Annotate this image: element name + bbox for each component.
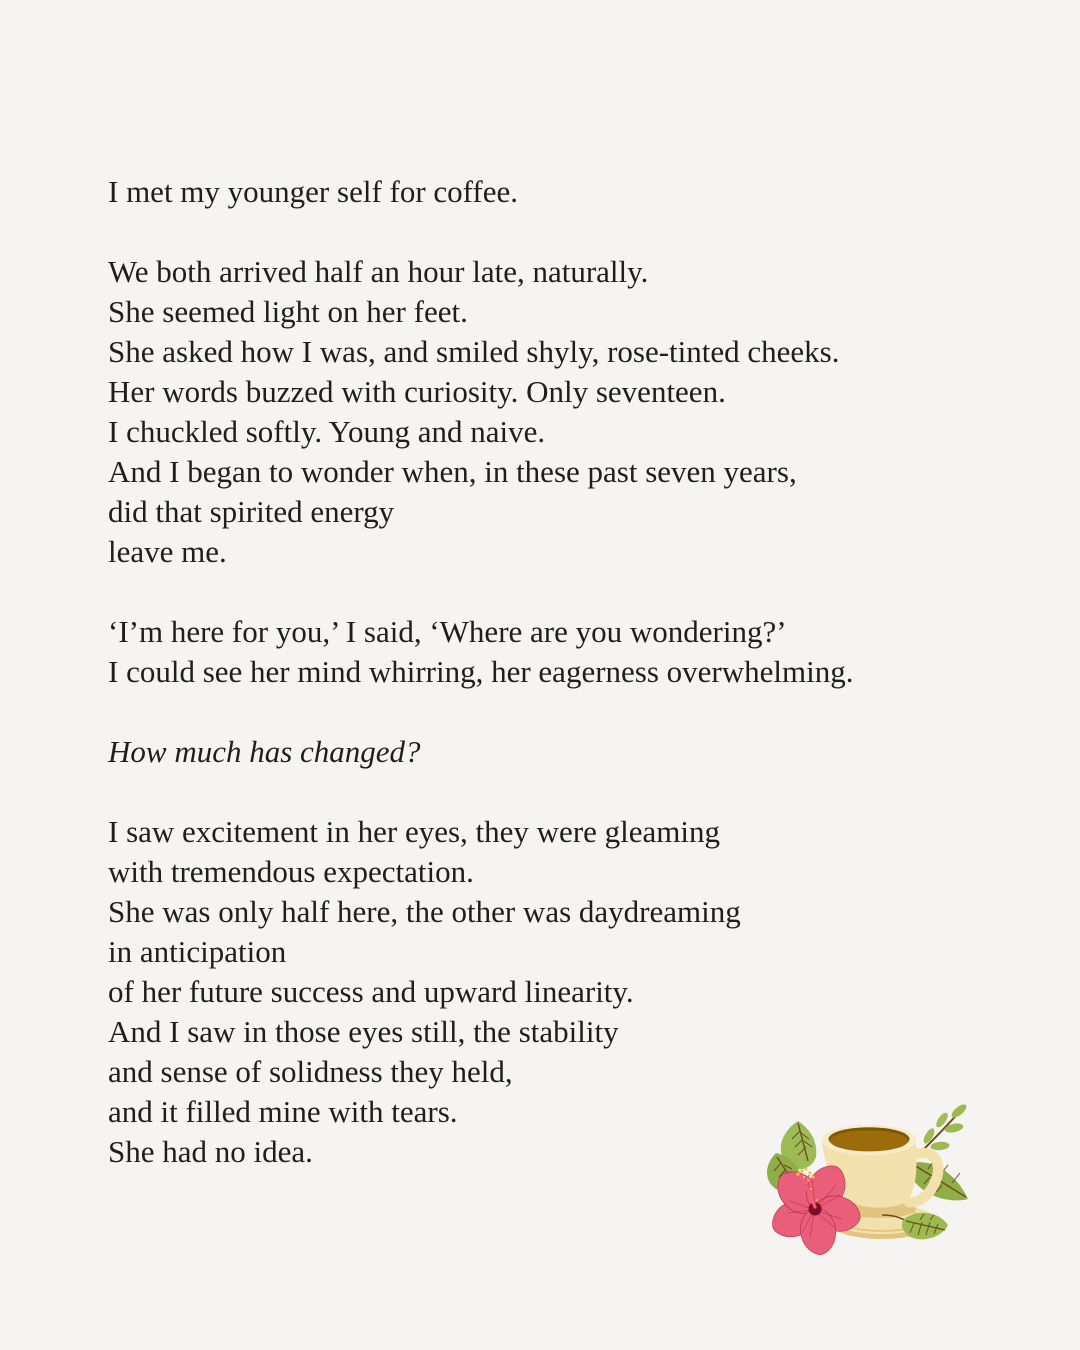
poem-line: And I saw in those eyes still, the stability <box>108 1014 619 1049</box>
poem-line: And I began to wonder when, in these past seven years, <box>108 454 797 489</box>
poem-line: How much has changed? <box>108 734 421 769</box>
coffee-cup-illustration <box>762 1103 972 1258</box>
poem-line: I chuckled softly. Young and naive. <box>108 414 546 449</box>
coffee-surface <box>830 1130 908 1151</box>
poem-line: She had no idea. <box>108 1134 313 1169</box>
poem-line: Her words buzzed with curiosity. Only seventeen. <box>108 374 726 409</box>
poem-line: and it filled mine with tears. <box>108 1094 458 1129</box>
poem-line: ‘I’m here for you,’ I said, ‘Where are you wondering?’ <box>108 614 787 649</box>
poem-line: leave me. <box>108 534 227 569</box>
poem-line: She was only half here, the other was daydreaming <box>108 894 741 929</box>
stanza <box>108 252 1008 572</box>
poem-line: I could see her mind whirring, her eagerness overwhelming. <box>108 654 854 689</box>
poem <box>108 172 1008 1172</box>
stanza <box>108 732 1008 772</box>
poem-line: I met my younger self for coffee. <box>108 174 519 209</box>
poem-line: I saw excitement in her eyes, they were gleaming <box>108 814 721 849</box>
stanza <box>108 172 1008 212</box>
leaf-sprig-icon <box>921 1103 968 1151</box>
poem-line: of her future success and upward linearity. <box>108 974 634 1009</box>
poem-line: and sense of solidness they held, <box>108 1054 513 1089</box>
poem-line: She asked how I was, and smiled shyly, rose-tinted cheeks. <box>108 334 840 369</box>
stanza <box>108 612 1008 692</box>
poem-line: with tremendous expectation. <box>108 854 474 889</box>
poem-line: She seemed light on her feet. <box>108 294 468 329</box>
poem-line: We both arrived half an hour late, naturally. <box>108 254 649 289</box>
poem-line: in anticipation <box>108 934 287 969</box>
poem-line: did that spirited energy <box>108 494 395 529</box>
